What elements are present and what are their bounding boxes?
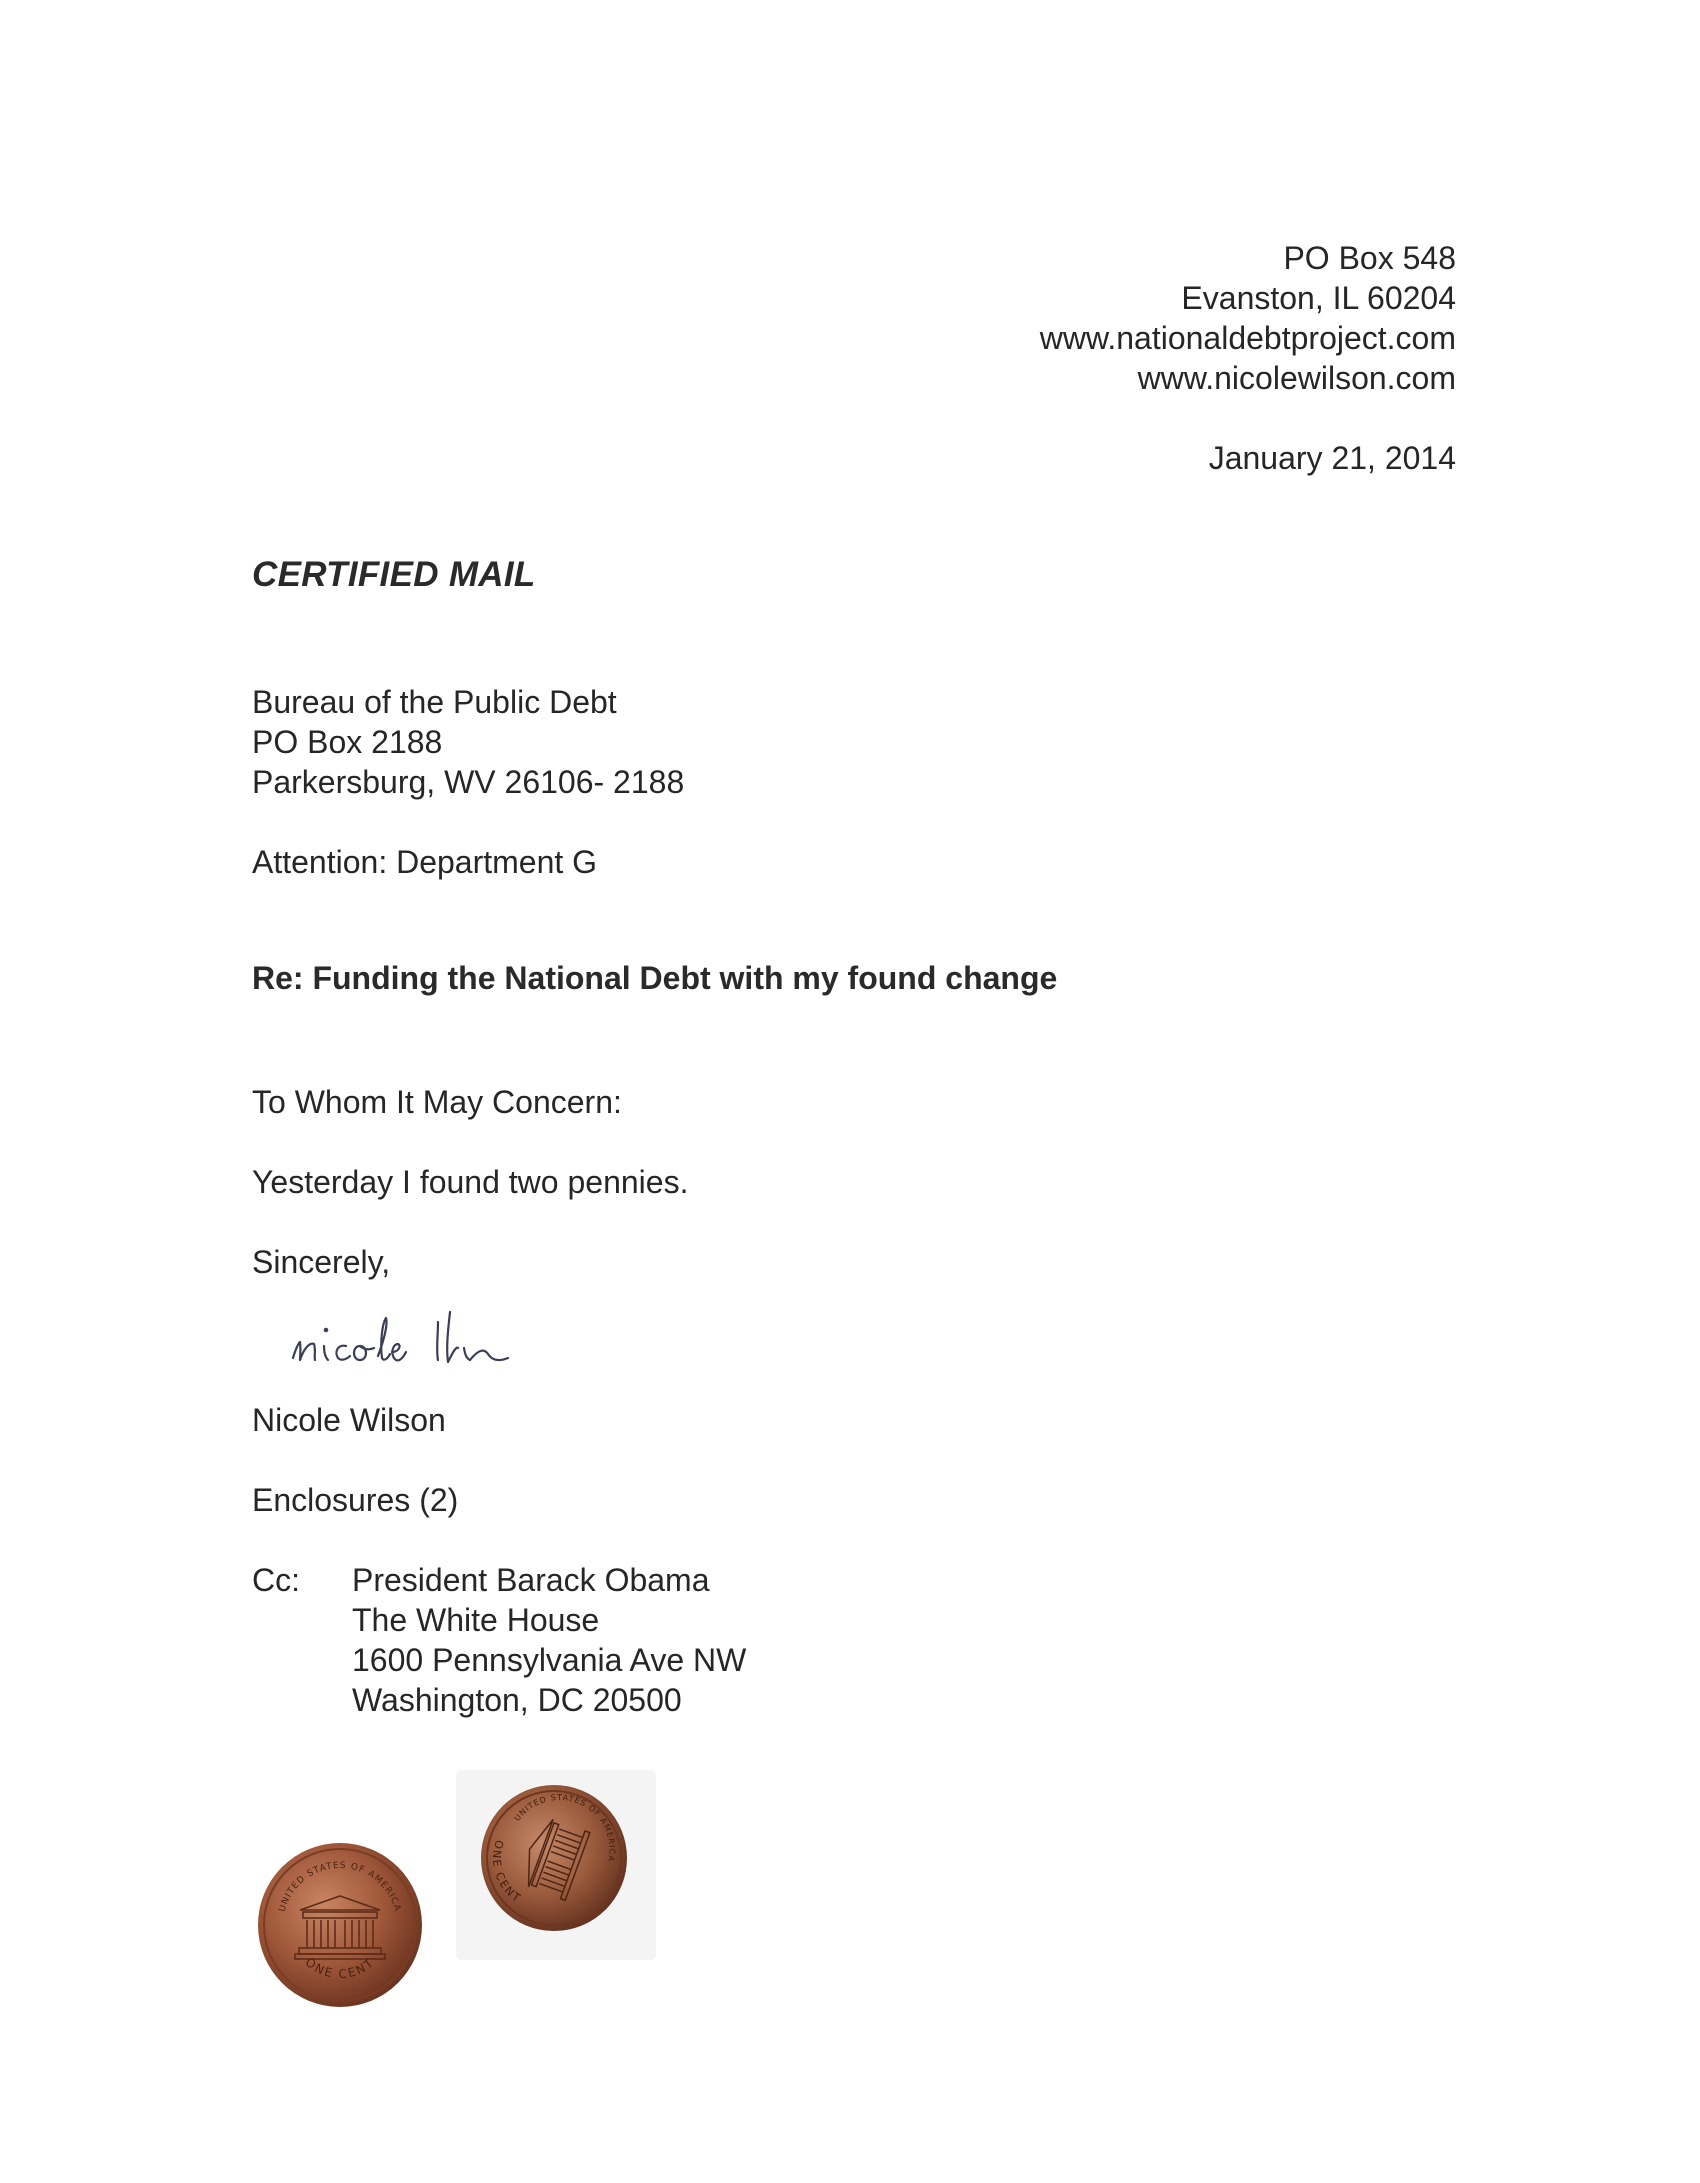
body-text: Yesterday I found two pennies. [252,1164,689,1200]
penny-coin-front [255,1840,425,2010]
cc-line-1: President Barack Obama [352,1562,710,1598]
cc-label: Cc: [252,1562,300,1598]
letter-date: January 21, 2014 [1208,440,1456,476]
recipient-address-line1: PO Box 2188 [252,724,443,760]
subject-line: Re: Funding the National Debt with my found change [252,960,1058,996]
attention-line: Attention: Department G [252,844,598,880]
salutation: To Whom It May Concern: [252,1084,622,1120]
cc-line-2: The White House [352,1602,600,1638]
closing: Sincerely, [252,1244,391,1280]
coin-front-top-text: UNITED STATES OF AMERICA [277,1860,403,1914]
cc-line-3: 1600 Pennsylvania Ave NW [352,1642,747,1678]
enclosures-note: Enclosures (2) [252,1482,459,1518]
cc-line-4: Washington, DC 20500 [352,1682,682,1718]
sender-address-line2: Evanston, IL 60204 [1181,280,1456,316]
coin-front-bottom-text: ONE CENT [302,1954,378,1982]
sender-website-2: www.nicolewilson.com [1137,360,1456,396]
delivery-method: CERTIFIED MAIL [252,555,536,594]
handwritten-signature [288,1300,588,1380]
sender-address-line1: PO Box 548 [1283,240,1456,276]
recipient-name: Bureau of the Public Debt [252,684,617,720]
penny-coin-back [478,1782,630,1934]
signer-name: Nicole Wilson [252,1402,446,1438]
recipient-address-line2: Parkersburg, WV 26106- 2188 [252,764,685,800]
sender-website-1: www.nationaldebtproject.com [1039,320,1456,356]
coin-back-side-text: ONE CENT [489,1838,525,1906]
coin-back-top-text: UNITED STATES OF AMERICA [512,1792,617,1863]
